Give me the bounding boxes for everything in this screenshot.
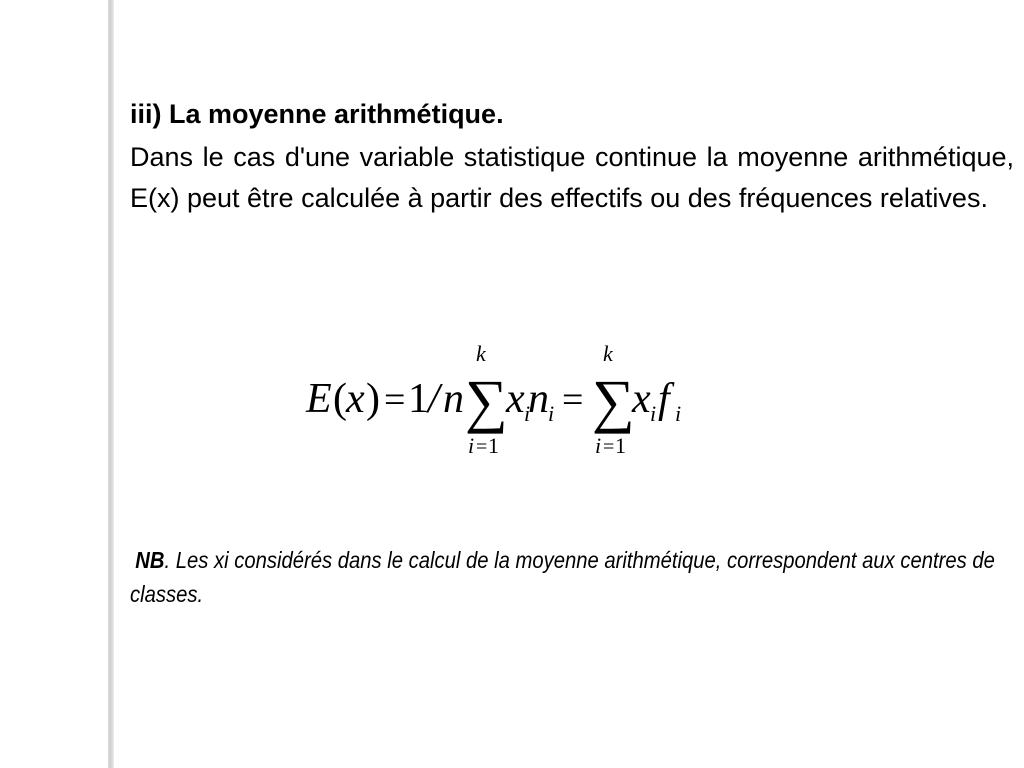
term1-x-subscript: i xyxy=(524,401,531,426)
term1-x: x xyxy=(506,376,525,422)
body-paragraph: Dans le cas d'une variable statistique continue la moyenne arithmétique, E(x) peut être calculée à partir des effectifs ou des fréquences relatives. xyxy=(130,142,1014,213)
left-margin-rule xyxy=(108,0,114,768)
mean-formula xyxy=(300,335,700,465)
term2-x-subscript: i xyxy=(650,401,657,426)
sum1-upper-limit: k xyxy=(476,341,486,366)
sum1-lower-i: i xyxy=(468,433,475,458)
formula-n: n xyxy=(443,376,464,422)
sum2-lower-i: i xyxy=(595,433,602,458)
formula-E: E xyxy=(306,376,332,422)
sum2-lower-equals: = xyxy=(603,436,615,458)
formula-equals-1: = xyxy=(384,379,406,421)
formula-close-paren: ) xyxy=(366,376,380,422)
term2-x: x xyxy=(632,376,651,422)
formula-open-paren: ( xyxy=(333,376,347,422)
nb-label: NB xyxy=(135,547,165,573)
formula-one: 1 xyxy=(408,376,429,422)
term2-f: f xyxy=(658,376,670,422)
sum2-upper-limit: k xyxy=(603,341,613,366)
formula-equals-2: = xyxy=(562,379,584,421)
formula-slash: / xyxy=(428,376,440,422)
nb-note xyxy=(130,543,1001,611)
term2-f-subscript: i xyxy=(675,401,682,426)
sum1-lower-one: 1 xyxy=(488,433,499,458)
formula-x: x xyxy=(346,376,365,422)
sum1-lower-equals: = xyxy=(476,436,488,458)
term1-n: n xyxy=(528,376,549,422)
nb-text: . Les xi considérés dans le calcul de la moyenne arithmétique, correspondent aux centres de classes. xyxy=(130,547,995,607)
sum1-symbol: ∑ xyxy=(465,368,508,434)
sum2-symbol: ∑ xyxy=(592,368,635,434)
section-heading: iii) La moyenne arithmétique. xyxy=(130,99,504,129)
term1-n-subscript: i xyxy=(548,401,555,426)
sum2-lower-one: 1 xyxy=(615,433,626,458)
